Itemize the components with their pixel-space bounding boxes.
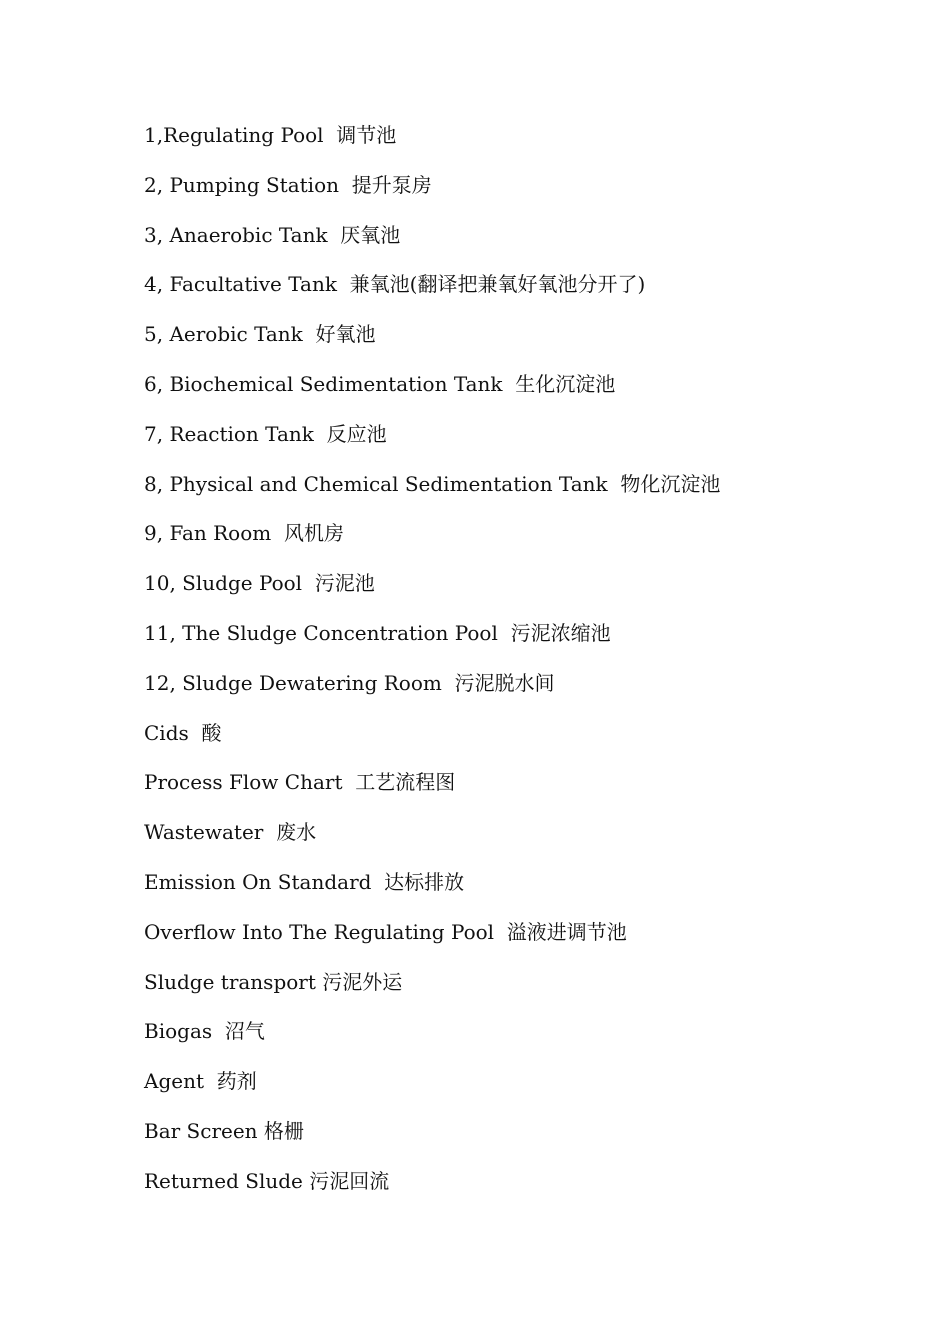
glossary-entry: Process Flow Chart 工艺流程图 [144, 770, 456, 795]
glossary-entry: 5, Aerobic Tank 好氧池 [144, 322, 376, 347]
glossary-entry: 1,Regulating Pool 调节池 [144, 123, 397, 147]
glossary-entry: 6, Biochemical Sedimentation Tank 生化沉淀池 [144, 371, 616, 396]
glossary-entry: 4, Facultative Tank 兼氧池(翻译把兼氧好氧池分开了) [144, 272, 646, 297]
glossary-entry: Sludge transport 污泥外运 [144, 969, 403, 994]
glossary-entry: 8, Physical and Chemical Sedimentation Tank 物化沉淀池 [144, 471, 721, 496]
glossary-entry: Emission On Standard 达标排放 [144, 869, 465, 894]
glossary-entry: 12, Sludge Dewatering Room 污泥脱水间 [144, 670, 555, 695]
glossary-entry: Overflow Into The Regulating Pool 溢液进调节池 [144, 919, 627, 944]
glossary-entry: Returned Slude 污泥回流 [144, 1168, 390, 1193]
glossary-entry: Biogas 沼气 [144, 1019, 265, 1044]
glossary-entry: 11, The Sludge Concentration Pool 污泥浓缩池 [144, 620, 611, 645]
glossary-entry: Bar Screen 格栅 [144, 1118, 304, 1143]
glossary-list [144, 118, 720, 1214]
glossary-entry: 9, Fan Room 风机房 [144, 521, 344, 546]
glossary-entry: 7, Reaction Tank 反应池 [144, 421, 387, 446]
glossary-entry: Wastewater 废水 [144, 820, 317, 845]
glossary-entry: Cids 酸 [144, 720, 222, 745]
glossary-entry: 3, Anaerobic Tank 厌氧池 [144, 222, 401, 247]
glossary-entry: Agent 药剂 [144, 1069, 257, 1094]
glossary-entry: 2, Pumping Station 提升泵房 [144, 172, 432, 197]
glossary-entry: 10, Sludge Pool 污泥池 [144, 571, 375, 596]
